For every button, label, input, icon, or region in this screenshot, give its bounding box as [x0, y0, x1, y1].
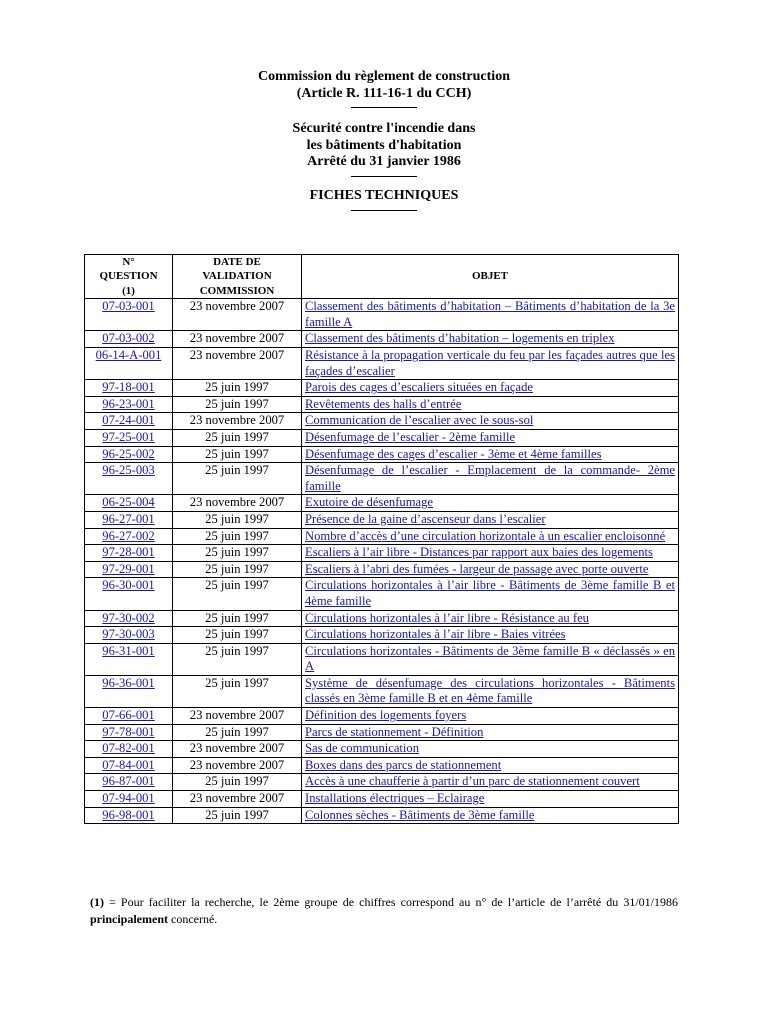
table-row: [85, 791, 679, 808]
validation-date-cell: 25 juin 1997: [173, 578, 302, 610]
objet-cell: [302, 675, 679, 707]
validation-date-cell: 25 juin 1997: [173, 429, 302, 446]
objet-link[interactable]: Sas de communication: [305, 741, 420, 756]
subject-line-2: les bâtiments d'habitation: [306, 137, 462, 153]
objet-cell: [302, 348, 679, 380]
document-header: [0, 69, 768, 114]
objet-link[interactable]: Circulations horizontales à l’air libre - Résistance au feu: [305, 610, 589, 625]
question-number-link[interactable]: 96-87-001: [102, 774, 155, 789]
objet-link[interactable]: Système de désenfumage des circulations horizontales - Bâtiments classés en 3ème famille B et en 4ème famille: [305, 675, 675, 706]
question-number-link[interactable]: 06-25-004: [102, 495, 155, 510]
objet-link[interactable]: Définition des logements foyers: [305, 708, 467, 723]
table-row: [85, 807, 679, 824]
question-number-cell: [85, 643, 173, 675]
objet-cell: [302, 463, 679, 495]
table-row: [85, 724, 679, 741]
footnote-text: = Pour faciliter la recherche, le 2ème groupe de chiffres correspond au n° de l’article de l’arrêté du 31/01/1986: [104, 895, 678, 909]
question-number-cell: [85, 774, 173, 791]
table-row: [85, 774, 679, 791]
question-number-cell: [85, 331, 173, 348]
objet-link[interactable]: Classement des bâtiments d’habitation – Bâtiments d’habitation de la 3e famille A: [305, 299, 675, 329]
table-row: [85, 545, 679, 562]
question-number-link[interactable]: 96-27-002: [102, 528, 155, 543]
validation-date-cell: 25 juin 1997: [173, 380, 302, 397]
question-number-cell: [85, 446, 173, 463]
objet-link[interactable]: Désenfumage de l’escalier - Emplacement de la commande- 2ème famille: [305, 463, 675, 493]
question-number-link[interactable]: 96-98-001: [102, 807, 155, 822]
objet-link[interactable]: Exutoire de désenfumage: [305, 495, 433, 510]
objet-link[interactable]: Installations électriques – Eclairage: [305, 791, 485, 806]
section-divider: [351, 210, 417, 211]
objet-cell: [302, 331, 679, 348]
objet-cell: [302, 741, 679, 758]
question-number-link[interactable]: 97-25-001: [102, 429, 155, 444]
objet-link[interactable]: Accès à une chaufferie à partir d’un parc de stationnement couvert: [305, 774, 640, 789]
table-row: [85, 675, 679, 707]
question-number-cell: [85, 578, 173, 610]
validation-date-cell: 23 novembre 2007: [173, 791, 302, 808]
table-row: [85, 348, 679, 380]
question-number-link[interactable]: 97-30-002: [102, 610, 155, 625]
table-row: [85, 413, 679, 430]
objet-link[interactable]: Présence de la gaine d’ascenseur dans l’escalier: [305, 511, 546, 526]
objet-cell: [302, 610, 679, 627]
objet-cell: [302, 807, 679, 824]
subject-divider: [351, 176, 417, 177]
validation-date-cell: 25 juin 1997: [173, 724, 302, 741]
table-row: [85, 610, 679, 627]
technical-sheets-table: [84, 254, 679, 824]
validation-date-cell: 25 juin 1997: [173, 675, 302, 707]
validation-date-cell: 25 juin 1997: [173, 627, 302, 644]
question-number-cell: [85, 396, 173, 413]
validation-date-cell: 25 juin 1997: [173, 774, 302, 791]
table-row: [85, 643, 679, 675]
table-row: [85, 380, 679, 397]
objet-cell: [302, 774, 679, 791]
validation-date-cell: 25 juin 1997: [173, 561, 302, 578]
question-number-cell: [85, 495, 173, 512]
table-row: [85, 561, 679, 578]
validation-date-cell: 25 juin 1997: [173, 807, 302, 824]
table-row: [85, 627, 679, 644]
footnote: [90, 894, 678, 928]
question-number-link[interactable]: 97-30-003: [102, 627, 155, 642]
question-number-cell: [85, 561, 173, 578]
footnote-text-end: concerné.: [168, 912, 218, 926]
objet-link[interactable]: Nombre d’accès d’une circulation horizontale à un escalier encloisonné: [305, 528, 666, 543]
validation-date-cell: 25 juin 1997: [173, 545, 302, 562]
validation-date-cell: 23 novembre 2007: [173, 331, 302, 348]
validation-date-cell: 25 juin 1997: [173, 463, 302, 495]
validation-date-cell: 23 novembre 2007: [173, 757, 302, 774]
validation-date-cell: 25 juin 1997: [173, 528, 302, 545]
validation-date-cell: 23 novembre 2007: [173, 413, 302, 430]
table-row: [85, 511, 679, 528]
question-number-link[interactable]: 07-84-001: [102, 757, 155, 772]
validation-date-cell: 23 novembre 2007: [173, 495, 302, 512]
table-row: [85, 429, 679, 446]
question-number-cell: [85, 348, 173, 380]
header-divider: [351, 107, 417, 108]
table-row: [85, 528, 679, 545]
objet-link[interactable]: Résistance à la propagation verticale du feu par les façades autres que les façades d’escalier: [305, 348, 675, 378]
validation-date-cell: 25 juin 1997: [173, 511, 302, 528]
question-number-cell: [85, 429, 173, 446]
question-number-link[interactable]: 07-94-001: [102, 791, 155, 806]
document-subject: [0, 121, 768, 183]
question-number-link[interactable]: 06-14-A-001: [95, 348, 162, 362]
objet-cell: [302, 545, 679, 562]
question-number-cell: [85, 610, 173, 627]
objet-cell: [302, 578, 679, 610]
question-number-link[interactable]: 97-29-001: [102, 561, 155, 576]
question-number-link[interactable]: 97-28-001: [102, 545, 155, 560]
question-number-cell: [85, 757, 173, 774]
objet-cell: [302, 396, 679, 413]
validation-date-cell: 23 novembre 2007: [173, 299, 302, 331]
objet-link[interactable]: Désenfumage des cages d’escalier - 3ème et 4ème familles: [305, 446, 602, 461]
question-number-cell: [85, 807, 173, 824]
objet-link[interactable]: Boxes dans des parcs de stationnement: [305, 757, 502, 772]
objet-cell: [302, 528, 679, 545]
question-number-link[interactable]: 07-03-001: [102, 299, 155, 314]
validation-date-cell: 23 novembre 2007: [173, 741, 302, 758]
objet-cell: [302, 299, 679, 331]
table-row: [85, 331, 679, 348]
objet-link[interactable]: Escaliers à l’air libre - Distances par rapport aux baies des logements: [305, 545, 653, 560]
question-number-cell: [85, 463, 173, 495]
question-number-cell: [85, 791, 173, 808]
objet-cell: [302, 380, 679, 397]
subject-line-1: Sécurité contre l'incendie dans: [292, 121, 476, 136]
objet-link[interactable]: Circulations horizontales à l’air libre - Bâtiments de 3ème famille B et 4ème famille: [305, 578, 675, 608]
objet-link[interactable]: Classement des bâtiments d’habitation – logements en triplex: [305, 331, 615, 346]
objet-cell: [302, 757, 679, 774]
header-commission-title: Commission du règlement de construction: [258, 69, 510, 84]
question-number-cell: [85, 380, 173, 397]
validation-date-cell: 25 juin 1997: [173, 610, 302, 627]
question-number-link[interactable]: 97-78-001: [102, 724, 155, 739]
objet-link[interactable]: Colonnes sèches - Bâtiments de 3ème famille: [305, 807, 535, 822]
objet-cell: [302, 511, 679, 528]
column-header-question: N° QUESTION (1): [85, 255, 173, 299]
objet-link[interactable]: Parcs de stationnement - Définition: [305, 724, 484, 739]
question-number-link[interactable]: 96-30-001: [102, 578, 155, 593]
objet-link[interactable]: Escaliers à l’abri des fumées - largeur de passage avec porte ouverte: [305, 561, 649, 576]
question-number-link[interactable]: 07-66-001: [102, 708, 155, 723]
table-row: [85, 463, 679, 495]
subject-decree-date: Arrêté du 31 janvier 1986: [307, 154, 461, 169]
table-row: [85, 578, 679, 610]
validation-date-cell: 25 juin 1997: [173, 643, 302, 675]
objet-link[interactable]: Désenfumage de l’escalier - 2ème famille: [305, 429, 516, 444]
question-number-cell: [85, 545, 173, 562]
question-number-cell: [85, 413, 173, 430]
header-article-reference: (Article R. 111-16-1 du CCH): [296, 85, 472, 101]
question-number-cell: [85, 511, 173, 528]
question-number-cell: [85, 708, 173, 725]
objet-cell: [302, 708, 679, 725]
objet-cell: [302, 643, 679, 675]
question-number-cell: [85, 627, 173, 644]
objet-link[interactable]: Circulations horizontales à l’air libre - Baies vitrées: [305, 627, 566, 642]
question-number-link[interactable]: 96-31-001: [102, 643, 155, 658]
validation-date-cell: 23 novembre 2007: [173, 708, 302, 725]
section-title: FICHES TECHNIQUES: [309, 188, 459, 203]
objet-link[interactable]: Circulations horizontales - Bâtiments de 3ème famille B « déclassés » en A: [305, 643, 675, 674]
question-number-link[interactable]: 07-24-001: [102, 413, 155, 428]
objet-cell: [302, 561, 679, 578]
question-number-cell: [85, 724, 173, 741]
question-number-cell: [85, 528, 173, 545]
objet-cell: [302, 627, 679, 644]
table-row: [85, 495, 679, 512]
table-row: [85, 396, 679, 413]
section-heading: [0, 188, 768, 217]
objet-cell: [302, 413, 679, 430]
footnote-emphasis: principalement: [90, 912, 168, 926]
objet-cell: [302, 495, 679, 512]
objet-cell: [302, 429, 679, 446]
column-header-objet: OBJET: [302, 255, 679, 299]
objet-link[interactable]: Parois des cages d’escaliers situées en façade: [305, 380, 533, 395]
question-number-cell: [85, 741, 173, 758]
objet-link[interactable]: Revêtements des halls d’entrée: [305, 396, 462, 411]
question-number-link[interactable]: 07-82-001: [102, 741, 155, 756]
question-number-cell: [85, 299, 173, 331]
question-number-link[interactable]: 96-27-001: [102, 511, 155, 526]
question-number-link[interactable]: 96-23-001: [102, 396, 155, 411]
table-row: [85, 446, 679, 463]
objet-cell: [302, 724, 679, 741]
table-body: [85, 299, 679, 824]
question-number-link[interactable]: 97-18-001: [102, 380, 155, 395]
question-number-cell: [85, 675, 173, 707]
table-row: [85, 757, 679, 774]
question-number-link[interactable]: 07-03-002: [102, 331, 155, 346]
table-header-row: [85, 255, 679, 299]
objet-cell: [302, 446, 679, 463]
table-row: [85, 741, 679, 758]
table-row: [85, 708, 679, 725]
objet-cell: [302, 791, 679, 808]
validation-date-cell: 25 juin 1997: [173, 446, 302, 463]
question-number-link[interactable]: 96-25-003: [102, 463, 155, 478]
question-number-link[interactable]: 96-25-002: [102, 446, 155, 461]
validation-date-cell: 23 novembre 2007: [173, 348, 302, 380]
table-row: [85, 299, 679, 331]
column-header-date: DATE DE VALIDATION COMMISSION: [173, 255, 302, 299]
validation-date-cell: 25 juin 1997: [173, 396, 302, 413]
footnote-marker: (1): [90, 895, 104, 909]
question-number-link[interactable]: 96-36-001: [102, 675, 155, 690]
objet-link[interactable]: Communication de l’escalier avec le sous-sol: [305, 413, 534, 428]
